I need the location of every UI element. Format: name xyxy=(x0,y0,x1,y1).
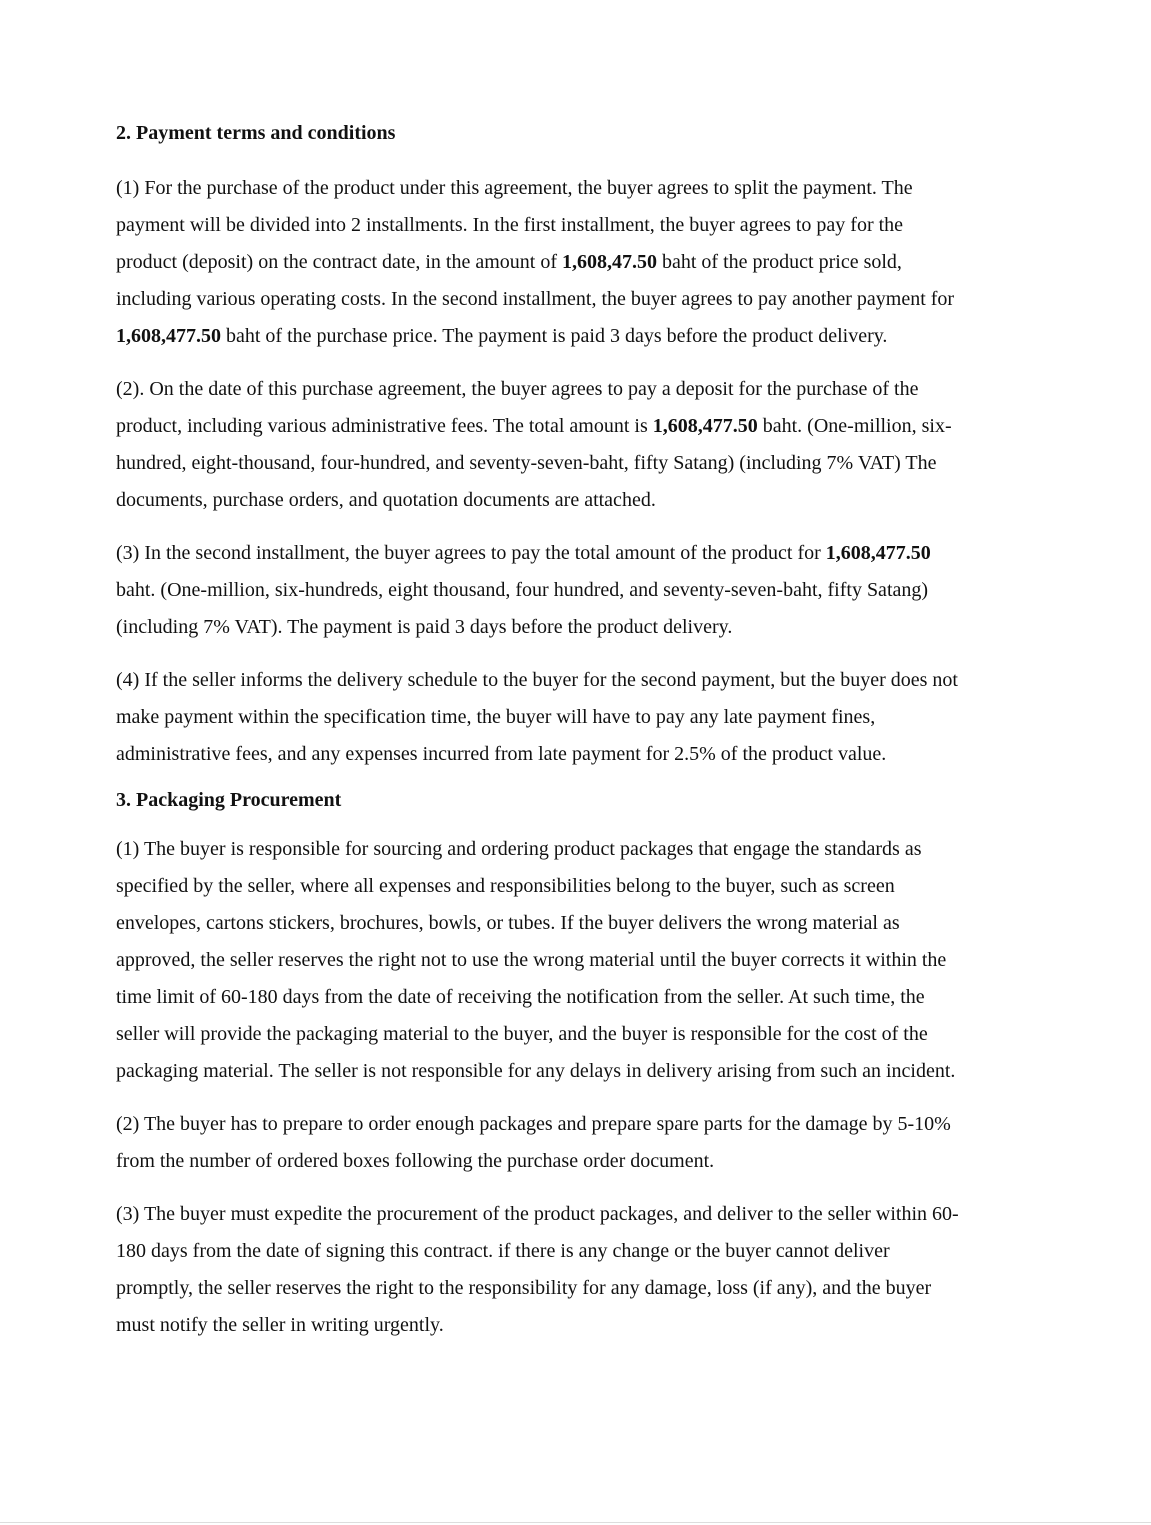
line-text: administrative fees, and any expenses incurred from late payment for 2.5% of the product value. xyxy=(116,743,887,765)
line-text: envelopes, cartons stickers, brochures, bowls, or tubes. If the buyer delivers the wrong material as xyxy=(116,912,900,934)
line-text: product (deposit) on the contract date, in the amount of xyxy=(116,251,562,273)
line-text: product, including various administrative fees. The total amount is xyxy=(116,415,653,437)
paragraph-line xyxy=(116,1053,1036,1090)
line-text: seller will provide the packaging material to the buyer, and the buyer is responsible for the cost of the xyxy=(116,1023,928,1045)
line-text: baht. (One-million, six-hundreds, eight thousand, four hundred, and seventy-seven-baht, fifty Satang) xyxy=(116,579,929,601)
bold-amount: 1,608,477.50 xyxy=(652,415,758,437)
paragraph-line xyxy=(116,318,1036,355)
line-text: packaging material. The seller is not responsible for any delays in delivery arising from such an incident. xyxy=(116,1060,956,1082)
paragraph-line xyxy=(116,699,1036,736)
paragraph-line xyxy=(116,445,1036,482)
line-text: 180 days from the date of signing this contract. if there is any change or the buyer cannot deliver xyxy=(116,1240,890,1262)
paragraph-line xyxy=(116,662,1036,699)
paragraph-line xyxy=(116,1016,1036,1053)
paragraph-line xyxy=(116,482,1036,519)
paragraph-line xyxy=(116,572,1036,609)
line-text: specified by the seller, where all expenses and responsibilities belong to the buyer, such as screen xyxy=(116,875,895,897)
section-3-paragraph-2 xyxy=(116,1106,1036,1180)
paragraph-line xyxy=(116,1307,1036,1344)
section-2-paragraph-2 xyxy=(116,371,1036,519)
paragraph-line xyxy=(116,979,1036,1016)
paragraph-line xyxy=(116,1270,1036,1307)
line-text: must notify the seller in writing urgently. xyxy=(116,1314,444,1336)
paragraph-line xyxy=(116,170,1036,207)
line-text: baht of the product price sold, xyxy=(656,251,902,273)
paragraph-line xyxy=(116,207,1036,244)
line-text: documents, purchase orders, and quotation documents are attached. xyxy=(116,489,656,511)
line-text: (3) In the second installment, the buyer agrees to pay the total amount of the product for xyxy=(116,542,826,564)
section-2-paragraph-1 xyxy=(116,170,1036,355)
paragraph-line xyxy=(116,736,1036,773)
line-text: make payment within the specification time, the buyer will have to pay any late payment fines, xyxy=(116,706,876,728)
paragraph-line xyxy=(116,371,1036,408)
paragraph-line xyxy=(116,1106,1036,1143)
paragraph-line xyxy=(116,1143,1036,1180)
bold-amount: 1,608,477.50 xyxy=(825,542,931,564)
line-text: (2). On the date of this purchase agreement, the buyer agrees to pay a deposit for the purchase of the xyxy=(116,378,919,400)
paragraph-line xyxy=(116,244,1036,281)
line-text: baht. (One-million, six- xyxy=(757,415,952,437)
line-text: time limit of 60-180 days from the date of receiving the notification from the seller. At such time, the xyxy=(116,986,925,1008)
section-2-heading: 2. Payment terms and conditions xyxy=(116,122,396,144)
paragraph-line xyxy=(116,1233,1036,1270)
section-3-paragraph-1 xyxy=(116,831,1036,1090)
paragraph-line xyxy=(116,1196,1036,1233)
line-text: (4) If the seller informs the delivery schedule to the buyer for the second payment, but the buyer does not xyxy=(116,669,958,691)
bold-amount: 1,608,47.50 xyxy=(561,251,657,273)
bold-amount: 1,608,477.50 xyxy=(116,325,221,347)
paragraph-line xyxy=(116,905,1036,942)
line-text: (1) The buyer is responsible for sourcing and ordering product packages that engage the standards as xyxy=(116,838,922,860)
section-2-paragraph-3 xyxy=(116,535,1036,646)
section-3-paragraph-3 xyxy=(116,1196,1036,1344)
line-text: payment will be divided into 2 installments. In the first installment, the buyer agrees to pay for the xyxy=(116,214,904,236)
line-text: promptly, the seller reserves the right to the responsibility for any damage, loss (if any), and the buyer xyxy=(116,1277,932,1299)
line-text: (2) The buyer has to prepare to order enough packages and prepare spare parts for the damage by 5-10% xyxy=(116,1113,951,1135)
paragraph-line xyxy=(116,281,1036,318)
line-text: (including 7% VAT). The payment is paid 3 days before the product delivery. xyxy=(116,616,733,638)
line-text: (3) The buyer must expedite the procurement of the product packages, and deliver to the seller within 60- xyxy=(116,1203,959,1225)
section-2-paragraph-4 xyxy=(116,662,1036,773)
line-text: from the number of ordered boxes following the purchase order document. xyxy=(116,1150,715,1172)
line-text: baht of the purchase price. The payment is paid 3 days before the product delivery. xyxy=(221,325,888,347)
line-text: including various operating costs. In the second installment, the buyer agrees to pay another payment for xyxy=(116,288,955,310)
section-3-heading: 3. Packaging Procurement xyxy=(116,789,342,811)
document-body xyxy=(116,118,1036,1360)
line-text: approved, the seller reserves the right not to use the wrong material until the buyer corrects it within the xyxy=(116,949,947,971)
paragraph-line xyxy=(116,609,1036,646)
page-bottom-edge xyxy=(0,1522,1151,1523)
paragraph-line xyxy=(116,868,1036,905)
paragraph-line xyxy=(116,942,1036,979)
paragraph-line xyxy=(116,535,1036,572)
line-text: (1) For the purchase of the product under this agreement, the buyer agrees to split the payment. The xyxy=(116,177,913,199)
paragraph-line xyxy=(116,831,1036,868)
paragraph-line xyxy=(116,408,1036,445)
line-text: hundred, eight-thousand, four-hundred, and seventy-seven-baht, fifty Satang) (including 7% VAT) The xyxy=(116,452,937,474)
